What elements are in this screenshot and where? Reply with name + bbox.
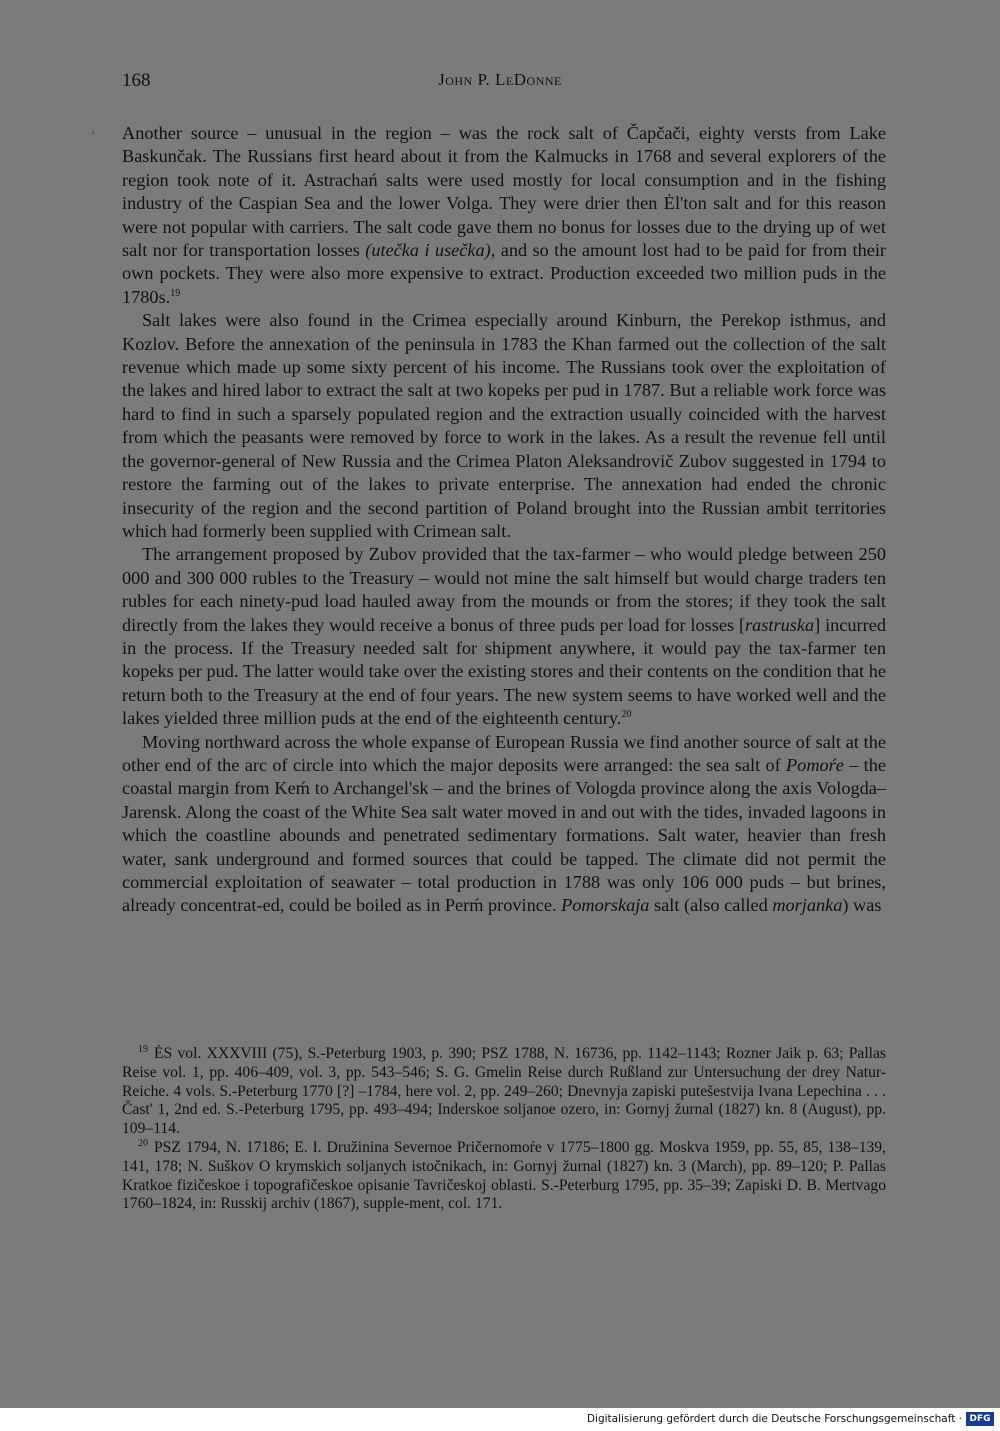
footnote-ref[interactable]: 19 bbox=[170, 287, 181, 299]
paragraph-3 bbox=[122, 543, 886, 730]
footnote-20 bbox=[122, 1139, 886, 1214]
paragraph-4 bbox=[122, 731, 886, 918]
paragraph-text: – the coastal margin from Keḿ to Archangel'sk – and the brines of Vologda province along the axis Vologda–Jarensk. Along the coast of the White Sea salt water moved in and out with the tides, invaded lagoons in which the coastline abounds and penetrated sedimentary formations. Salt water, heavier than fresh water, sank underground and formed sources that could be tapped. The climate did not permit the commercial exploitation of seawater – total production in 1788 was only 106 000 puds – but brines, already concentrat-ed, could be boiled as in Perḿ province. bbox=[122, 754, 886, 916]
running-title: John P. LeDonne bbox=[438, 70, 562, 89]
margin-mark: ' bbox=[92, 128, 95, 142]
paragraph-text: Another source – unusual in the region – was the rock salt of Čapčači, eighty versts from Lake Baskunčak. The Russians first heard about it from the Kalmucks in 1768 and several explorers of the region took note of it. Astrachań salts were used mostly for local consumption and in the fishing industry of the Caspian Sea and the lower Volga. They were drier then Ėl'ton salt and for this reason were not popular with carriers. The salt code gave them no bonus for losses due to the drying up of wet salt nor for transportation losses bbox=[122, 123, 886, 261]
credit-bar bbox=[0, 1408, 1000, 1431]
footnote-text: ĖS vol. XXXVIII (75), S.-Peterburg 1903, p. 390; PSZ 1788, N. 16736, pp. 1142–1143; Rozner Jaik p. 63; Pallas Reise vol. 1, pp. 406–409, vol. 3, pp. 543–546; S. G. Gmelin Reise durch Rußland zur Untersuchung der drey Natur-Reiche. 4 vols. S.-Peterburg 1770 [?] –1784, here vol. 2, pp. 249–260; Dnevnyja zapiski putešestvija Ivana Lepechina . . . Čast' 1, 2nd ed. S.-Peterburg 1795, pp. 493–494; Inderskoe soljanoe ozero, in: Gornyj žurnal (1827) kn. 8 (August), pp. 109–114. bbox=[122, 1045, 886, 1138]
paragraph-2 bbox=[122, 309, 886, 543]
paragraph-text: The arrangement proposed by Zubov provided that the tax-farmer – who would pledge between 250 000 and 300 000 rubles to the Treasury – would not mine the salt himself but would charge traders ten rubles for each ninety-pud load hauled away from the mounds or from the stores; if they took the salt directly from the lakes they would receive a bonus of three puds per load for losses [ bbox=[122, 544, 886, 635]
italic-term: rastruska bbox=[745, 614, 815, 635]
body-text bbox=[122, 122, 886, 918]
paragraph-1 bbox=[122, 122, 886, 309]
page-header bbox=[0, 70, 1000, 96]
paragraph-text: and so the amount lost had to be paid for from their own pockets. They were also more expensive to extract. Production exceeded two million puds in the 1780s. bbox=[122, 240, 886, 307]
footnotes bbox=[122, 1045, 886, 1214]
footnote-mark: 19 bbox=[138, 1043, 148, 1055]
italic-term: (utečka i usečka), bbox=[365, 240, 496, 261]
page-number: 168 bbox=[122, 70, 151, 91]
paragraph-text: ) was bbox=[842, 895, 882, 916]
italic-term: Pomoŕe bbox=[786, 754, 844, 775]
footnote-text: PSZ 1794, N. 17186; E. I. Družinina Severnoe Pričernomoŕe v 1775–1800 gg. Moskva 1959, pp. 55, 85, 138–139, 141, 178; N. Suškov O krymskich soljanych istočnikach, in: Gornyj žurnal (1827) kn. 3 (March), pp. 89–120; P. Pallas Kratkoe fizičeskoe i topografičeskoe opisanie Tavričeskoj oblasti. S.-Peterburg 1795, pp. 35–39; Zapiski D. B. Mertvago 1760–1824, in: Russkij archiv (1867), supple-ment, col. 171. bbox=[122, 1138, 886, 1213]
footnote-mark: 20 bbox=[138, 1137, 148, 1149]
dfg-logo-icon[interactable]: DFG bbox=[966, 1412, 994, 1426]
funding-credit: Digitalisierung gefördert durch die Deutsche Forschungsgemeinschaft · bbox=[586, 1413, 962, 1425]
footnote-ref[interactable]: 20 bbox=[621, 709, 632, 721]
paragraph-text: salt (also called bbox=[649, 895, 773, 916]
italic-term: morjanka bbox=[772, 895, 843, 916]
paragraph-text: Moving northward across the whole expanse of European Russia we find another source of salt at the other end of the arc of circle into which the major deposits were arranged: the sea salt of bbox=[122, 731, 886, 775]
paragraph-text: Salt lakes were also found in the Crimea especially around Kinburn, the Perekop isthmus, and Kozlov. Before the annexation of the peninsula in 1783 the Khan farmed out the collection of the salt revenue which made up some sixty percent of his income. The Russians took over the exploitation of the lakes and hired labor to extract the salt at two kopeks per pud in 1787. But a reliable work force was hard to find in such a sparsely populated region and the extraction usually coincided with the harvest from which the peasants were removed by force to work in the lakes. As a result the revenue fell until the governor-general of New Russia and the Crimea Platon Aleksandrovič Zubov suggested in 1794 to restore the farming out of the lakes to private enterprise. The annexation had ended the chronic insecurity of the region and the second partition of Poland brought into the Russian ambit territories which had formerly been supplied with Crimean salt. bbox=[122, 310, 886, 541]
footnote-19 bbox=[122, 1045, 886, 1139]
paragraph-text: ] incurred in the process. If the Treasury needed salt for shipment anywhere, it would pay the tax-farmer ten kopeks per pud. The latter would take over the existing stores and their contents on the condition that he return both to the Treasury at the end of four years. The new system seems to have worked well and the lakes yielded three million puds at the end of the eighteenth century. bbox=[122, 614, 886, 729]
italic-term: Pomorskaja bbox=[561, 895, 650, 916]
